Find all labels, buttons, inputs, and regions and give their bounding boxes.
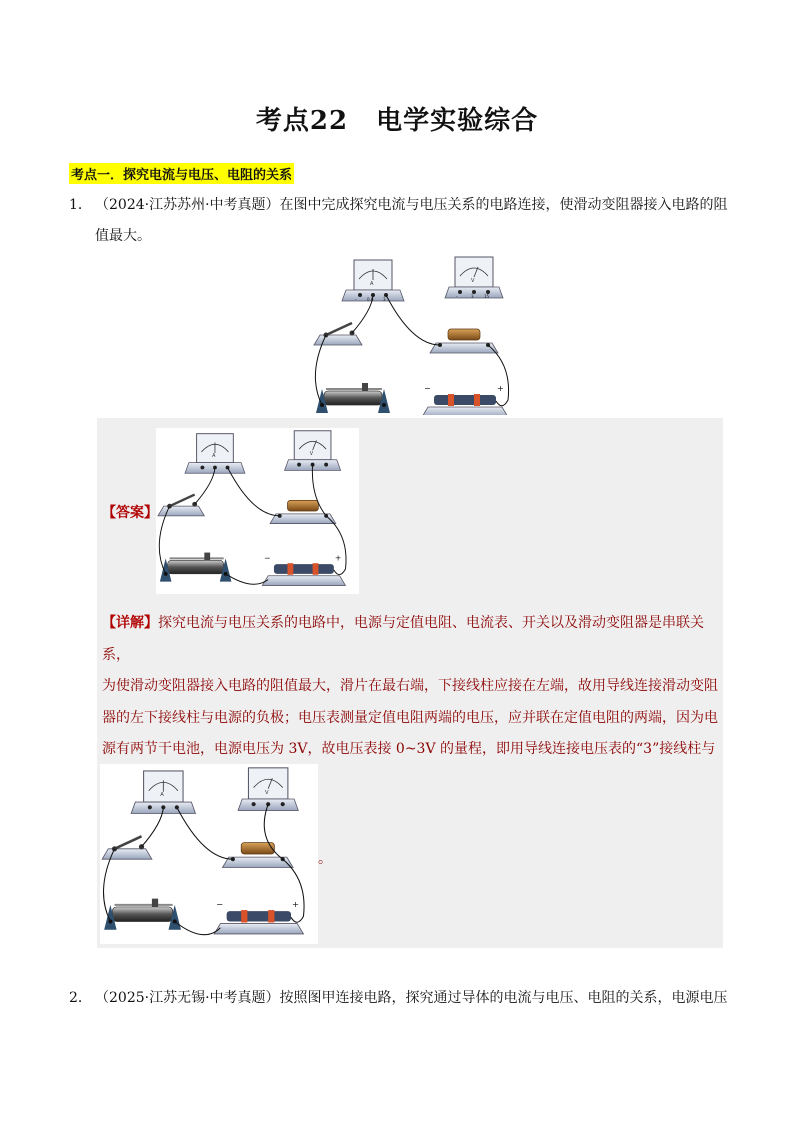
battery-minus: −	[424, 384, 431, 393]
title-part2: 电学实验综合	[376, 106, 539, 136]
question-number: 2．	[69, 990, 92, 1006]
ammeter-terminal-06: 0.6	[367, 297, 374, 302]
ammeter-terminal-3: 3	[383, 297, 386, 302]
answer-circuit-figure	[156, 428, 359, 594]
voltmeter-symbol: V	[471, 278, 475, 284]
voltmeter-terminal-3: 3	[471, 294, 474, 299]
detail-end-mark: 。	[318, 851, 332, 867]
section-heading: 考点一．探究电流与电压、电阻的关系	[69, 163, 294, 184]
detail-line-1: 探究电流与电压关系的电路中，电源与定值电阻、电流表、开关以及滑动变阻器是串联关系，	[102, 615, 704, 663]
question-text-line2: 值最大。	[95, 228, 151, 244]
question-1	[69, 190, 729, 252]
question-text-line1: （2025·江苏无锡·中考真题）按照图甲连接电路，探究通过导体的电流与电压、电阻的关系，电源电压	[95, 990, 728, 1006]
title-part1: 考点22	[255, 106, 349, 136]
voltmeter-terminal-minus: -	[456, 294, 458, 299]
detail-line-5: 电阻的右接线柱，如下图所示：	[102, 804, 298, 820]
answer-label: 【答案】	[102, 505, 158, 521]
question-2	[69, 983, 729, 1014]
question-circuit-figure	[312, 255, 522, 415]
question-number: 1．	[69, 197, 92, 213]
detail-line-3: 器的左下接线柱与电源的负极；电压表测量定值电阻两端的电压，应并联在定值电阻的两端，因为电	[102, 709, 718, 726]
battery-plus: +	[497, 384, 504, 393]
ammeter-symbol: A	[370, 281, 374, 287]
detail-line-4: 源有两节干电池，电源电压为 3V，故电压表接 0~3V 的量程，即用导线连接电压表的“3”接线柱与定值	[102, 741, 716, 789]
detail-line-2: 为使滑动变阻器接入电路的阻值最大，滑片在最右端，下接线柱应接在左端，故用导线连接滑动变阻	[102, 678, 718, 694]
detail-label: 【详解】	[102, 615, 158, 631]
voltmeter-terminal-15: 15	[484, 294, 490, 299]
page-title	[0, 100, 794, 137]
ammeter-terminal-minus: -	[355, 297, 357, 302]
question-text-line1: （2024·江苏苏州·中考真题）在图中完成探究电流与电压关系的电路连接，使滑动变阻器接入电路的阻	[95, 197, 728, 213]
detail-circuit-figure	[100, 764, 318, 944]
